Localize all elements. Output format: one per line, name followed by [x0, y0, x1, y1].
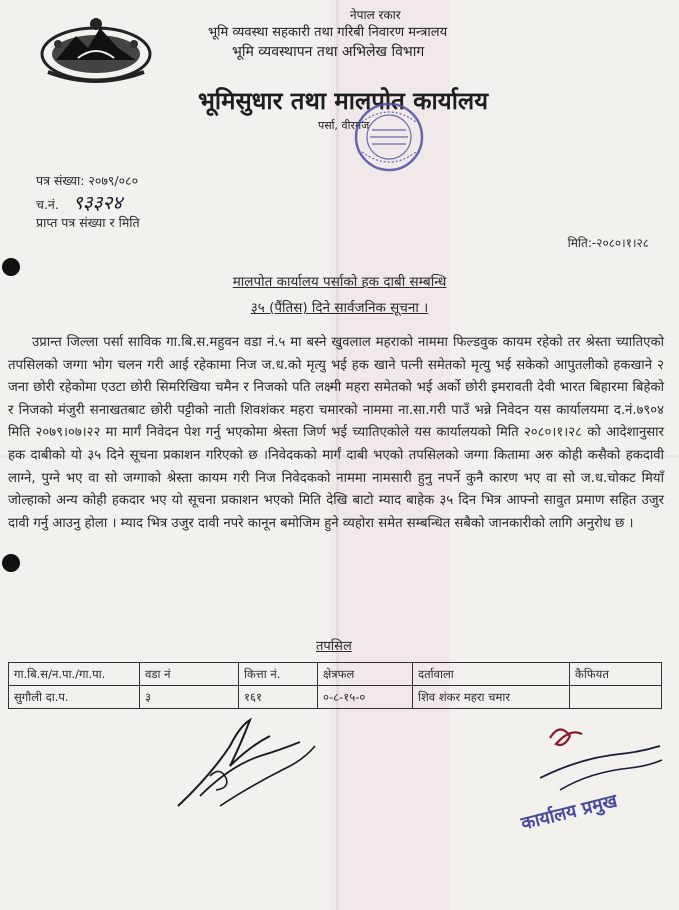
notice-body: उप्रान्त जिल्ला पर्सा साविक गा.बि.स.महुवन वडा नं.५ मा बस्ने खुवलाल महराको नाममा फिल्डवुक कायम रहेको तर श्रेस्ता च्यातिएको तपसिलको जग्गा भोग चलन गरी आई रहेकामा निज ज.ध.को मृत्यु भई हक खाने पत्नी समेतको मृत्यु भई सकेको आपुतलीको हकखाने २ जना छोरी रहेकोमा एउटा छोरी सिमरिखिया चमैन र निजको पति लक्ष्मी महरा समेतको भई अर्को छोरी इमरावती देवी भारत बिहारमा बिहेको र निजको मंजुरी सनाखतबाट छोरी पट्टीको नाती शिवशंकर महरा चमारको नाममा ना.सा.गरी पाउँ भन्ने निवेदन यस कार्यालयमा द.नं.७९०४ मिति २०७९।०७।२२ मा मार्गं निवेदन पेश गर्नु भएकोमा श्रेस्ता जिर्ण भई च्यातिएकोले यस कार्यालयको मिति २०८०।१।२८ को आदेशानुसार हक दाबीको यो ३५ दिने सूचना प्रकाशन गरिएको छ ।निवेदकको मार्गं दाबी भएको तपसिलको जग्गा कितामा अरु कोही कसैको हकदावी लाग्ने, पुग्ने भए वा सो जग्गाको श्रेस्ता कायम गरी निज निवेदकको नाममा नामसारी हुनु नपर्ने कुनै कारण भए वा सो ज.ध.चोकट मियाँ जोल्हाको अन्य कोही हकदार भए यो सूचना प्रकाशन भएको मिति देखि बाटो म्याद बाहेक ३५ दिन भित्र आफ्नो सावुत प्रमाण सहित उजुर दावी गर्नु आउनु होला । म्याद भित्र उजुर दावी नपरे कानून बमोजिम हुने व्यहोरा समेत सम्बन्धित सबैको जानकारीको लागि अनुरोध छ । [8, 335, 664, 531]
header-ministry: भूमि व्यवस्था सहकारी तथा गरिबी निवारण मन्त्रालय [208, 25, 448, 40]
col-header-area: क्षेत्रफल [318, 663, 413, 686]
header-department: भूमि व्यवस्थापन तथा अभिलेख विभाग [232, 44, 425, 60]
received-letter-label: प्राप्त पत्र संख्या र मिति [36, 215, 140, 230]
cell-ward: ३ [140, 686, 239, 709]
dispatch-label: च.नं. [36, 197, 59, 212]
nepal-emblem-icon [38, 14, 154, 84]
col-header-plot: कित्ता नं. [239, 663, 318, 686]
office-location: पर्सा, वीरगंज [318, 119, 370, 132]
cell-municipality: सुगौली दा.प. [9, 686, 140, 709]
col-header-owner: दर्तावाला [413, 663, 570, 686]
table-title: तपसिल [316, 639, 352, 654]
table-row [9, 686, 662, 709]
col-header-municipality: गा.बि.स/न.पा./गा.पा. [9, 663, 140, 686]
subject-line-1: मालपोत कार्यालय पर्साको हक दाबी सम्बन्धि [232, 274, 447, 290]
dispatch-number: ९३३२४ [72, 192, 123, 214]
office-title: भूमिसुधार तथा मालपोत कार्यालय [198, 86, 489, 115]
subject-line-2: ३५ (पैंतिस) दिने सार्वजनिक सूचना । [250, 300, 429, 316]
land-details-table [8, 662, 662, 709]
header-country: नेपाल रकार [350, 8, 401, 22]
col-header-ward: वडा नं [140, 663, 239, 686]
notice-date: मिति:-२०८०।१।२८ [567, 236, 649, 250]
office-stamp-icon [352, 100, 426, 174]
cell-remarks [570, 686, 662, 709]
col-header-remarks: कैफियत [570, 663, 662, 686]
dispatch-number-row [36, 189, 122, 215]
punch-hole [2, 554, 20, 572]
cell-owner: शिव शंकर महरा चमार [413, 686, 570, 709]
signature-left-icon [170, 706, 320, 816]
letter-number: पत्र संख्या: २०७९/०८० [36, 173, 139, 188]
cell-area: ०-८-१५-० [318, 686, 413, 709]
table-header-row [9, 663, 662, 686]
office-chief-label: कार्यालय प्रमुख [519, 790, 620, 835]
cell-plot: १६१ [239, 686, 318, 709]
